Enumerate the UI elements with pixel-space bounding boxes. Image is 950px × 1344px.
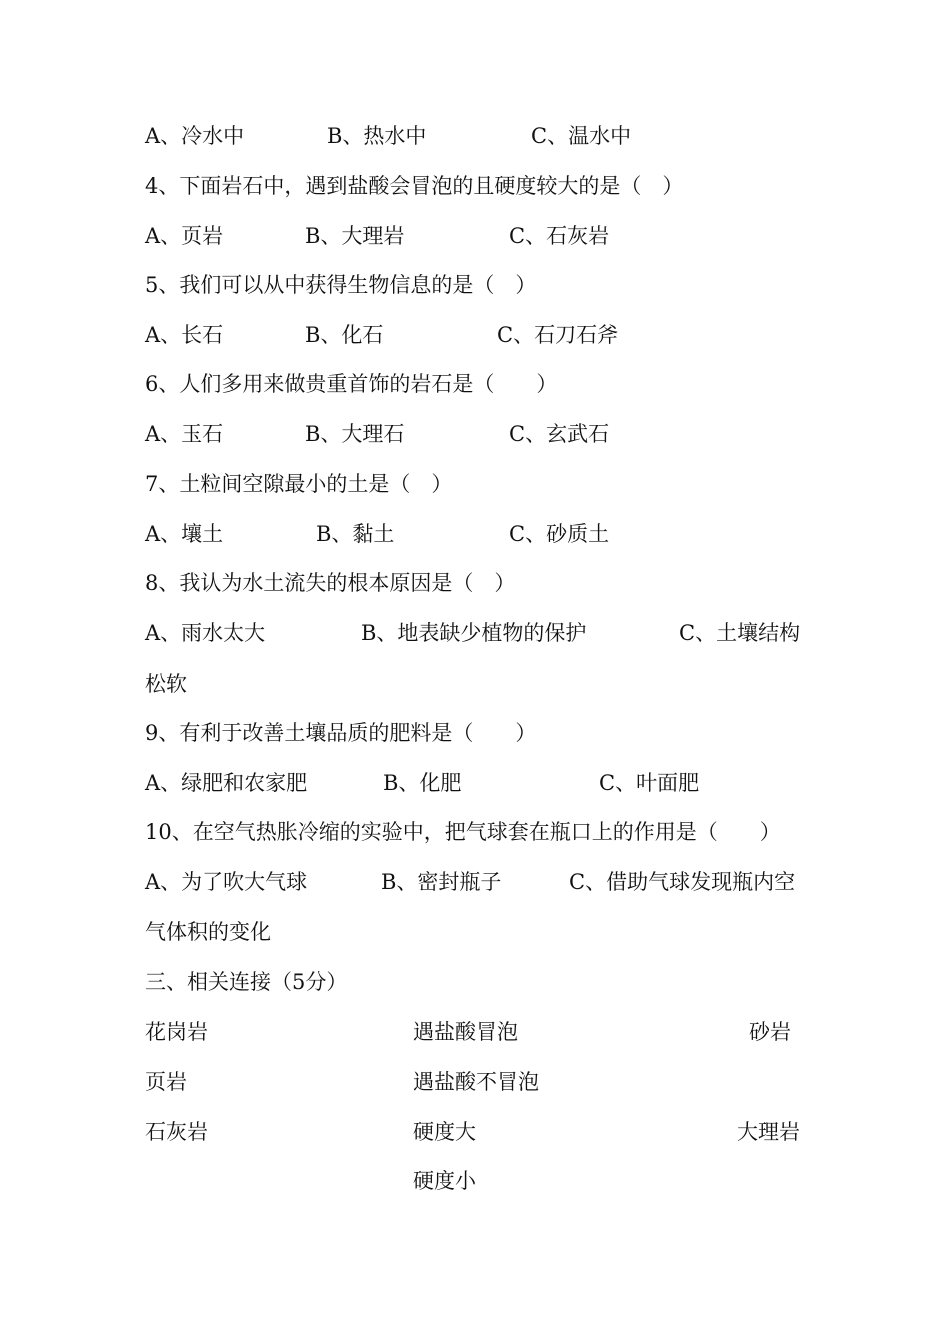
match-middle-item: 硬度大 (413, 1120, 476, 1144)
q6-option-b: B、大理石 (305, 422, 405, 446)
q10-stem: 10、在空气热胀冷缩的实验中，把气球套在瓶口上的作用是（ ） (145, 820, 781, 844)
match-middle-item: 遇盐酸冒泡 (413, 1020, 518, 1044)
q10-option-a: A、为了吹大气球 (145, 870, 308, 894)
q4-option-c: C、石灰岩 (509, 224, 610, 248)
q10-option-b: B、密封瓶子 (381, 870, 502, 894)
q4-option-b: B、大理岩 (305, 224, 405, 248)
q5-option-c: C、石刀石斧 (497, 323, 619, 347)
q7-option-a: A、壤土 (145, 522, 224, 546)
section3-title: 三、相关连接（5分） (145, 970, 348, 994)
q6-option-a: A、玉石 (145, 422, 224, 446)
q3-option-c: C、温水中 (531, 124, 632, 148)
q7-option-c: C、砂质土 (509, 522, 610, 546)
q10-option-c: C、借助气球发现瓶内空 (569, 870, 796, 894)
q8-option-b: B、地表缺少植物的保护 (361, 621, 587, 645)
q7-stem: 7、土粒间空隙最小的土是（ ） (145, 472, 453, 496)
q5-stem: 5、我们可以从中获得生物信息的是（ ） (145, 273, 537, 297)
q3-option-b: B、热水中 (327, 124, 427, 148)
q8-option-a: A、雨水太大 (145, 621, 266, 645)
q8-option-c: C、土壤结构 (679, 621, 801, 645)
q10-option-c-continued: 气体积的变化 (145, 920, 271, 944)
match-left-item: 花岗岩 (145, 1020, 208, 1044)
q4-option-a: A、页岩 (145, 224, 224, 248)
q7-option-b: B、黏土 (316, 522, 395, 546)
q6-stem: 6、人们多用来做贵重首饰的岩石是（ ） (145, 372, 558, 396)
q5-option-b: B、化石 (305, 323, 384, 347)
q8-option-c-continued: 松软 (145, 672, 187, 696)
q9-option-b: B、化肥 (383, 771, 462, 795)
q5-option-a: A、长石 (145, 323, 224, 347)
match-middle-item: 遇盐酸不冒泡 (413, 1070, 539, 1094)
q4-stem: 4、下面岩石中，遇到盐酸会冒泡的且硬度较大的是（ ） (145, 174, 684, 198)
q9-option-a: A、绿肥和农家肥 (145, 771, 308, 795)
match-left-item: 石灰岩 (145, 1120, 208, 1144)
q9-stem: 9、有利于改善土壤品质的肥料是（ ） (145, 721, 537, 745)
q8-stem: 8、我认为水土流失的根本原因是（ ） (145, 571, 516, 595)
q6-option-c: C、玄武石 (509, 422, 610, 446)
q9-option-c: C、叶面肥 (599, 771, 700, 795)
q3-option-a: A、冷水中 (145, 124, 245, 148)
match-left-item: 页岩 (145, 1070, 187, 1094)
match-right-item: 大理岩 (737, 1120, 800, 1144)
match-middle-item: 硬度小 (413, 1169, 476, 1193)
match-right-item: 砂岩 (749, 1020, 791, 1044)
